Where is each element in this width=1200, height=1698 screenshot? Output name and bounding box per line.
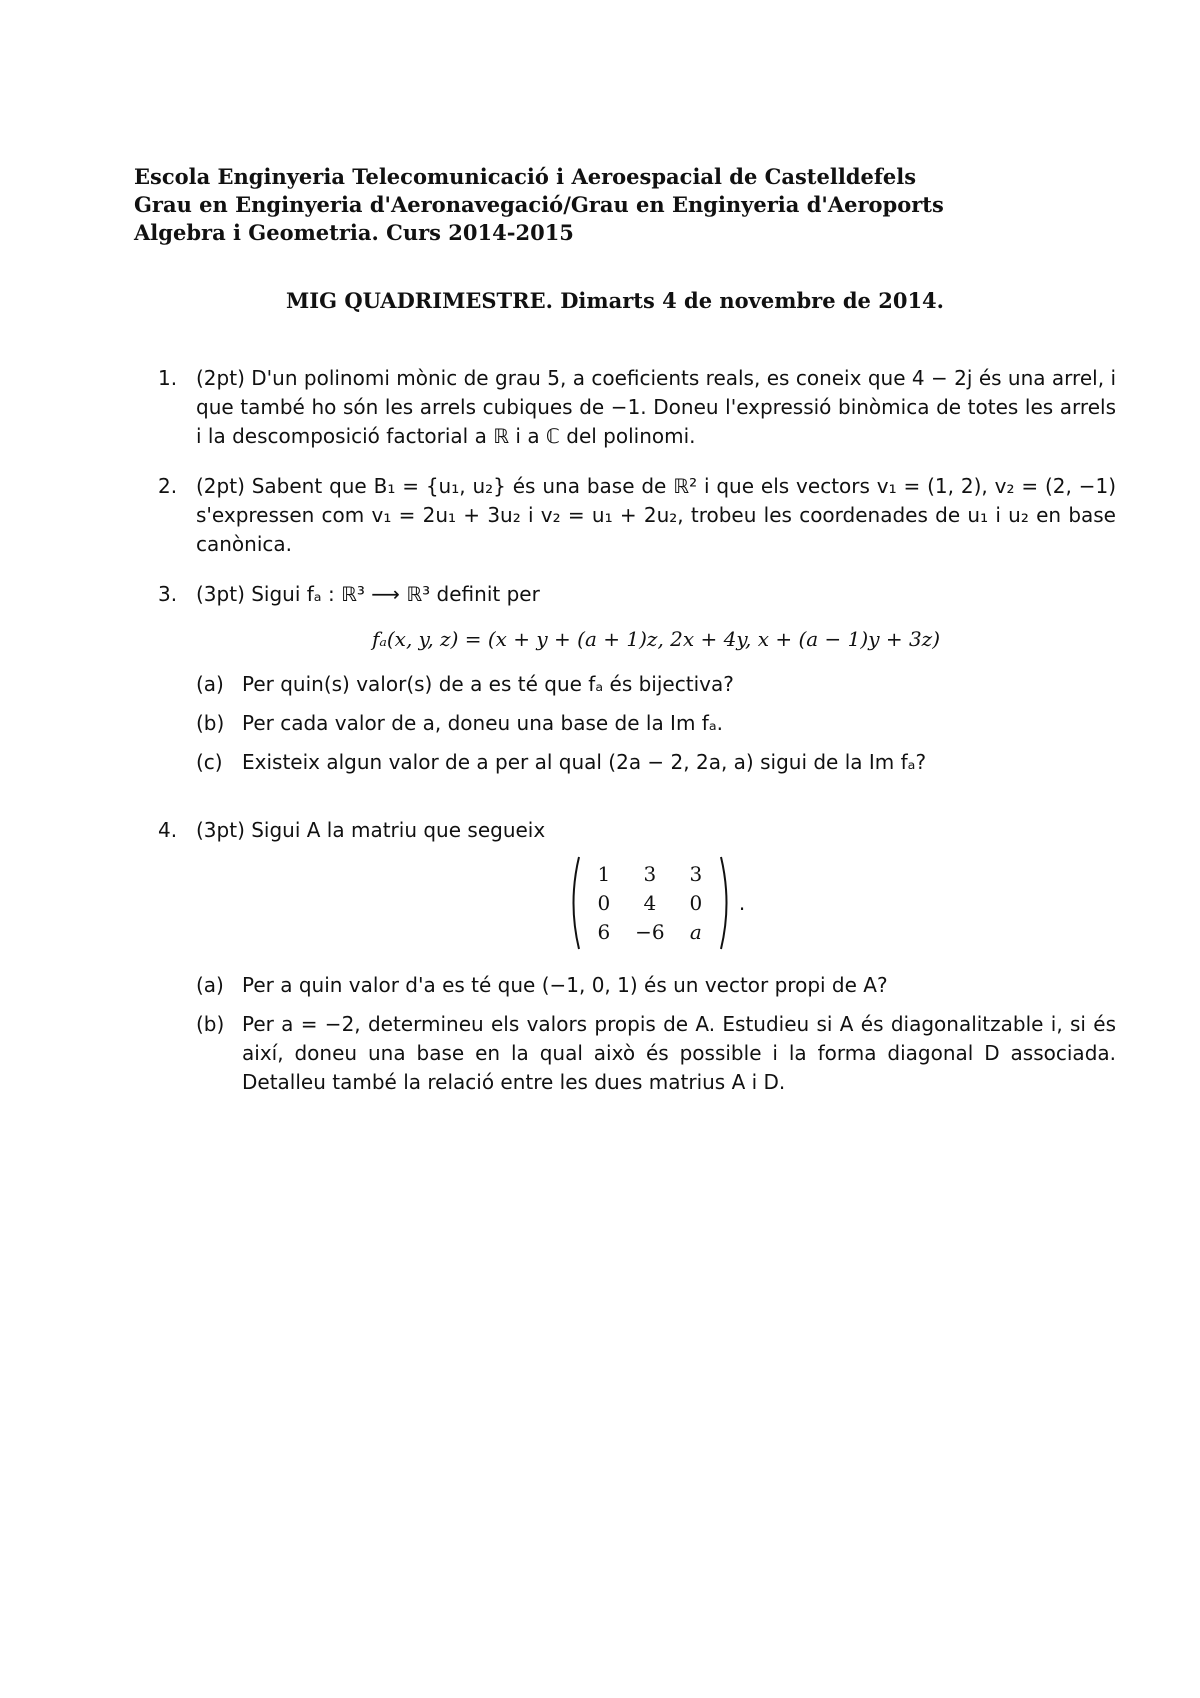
part-label: (a) (196, 672, 224, 696)
question-1 (158, 364, 1118, 451)
header-course: Algebra i Geometria. Curs 2014-2015 (134, 220, 574, 245)
question-4-part-a (196, 971, 1116, 1000)
matrix-cell: 6 (597, 919, 611, 944)
matrix-period: . (738, 890, 746, 915)
matrix-cell: 3 (689, 861, 703, 886)
matrix-cell: 0 (597, 890, 611, 915)
question-number: 2. (158, 474, 178, 498)
question-text: (2pt) D'un polinomi mònic de grau 5, a coeficients reals, es coneix que 4 − 2j és una arrel, i que també ho són les arrels cubiques de −1. Doneu l'expressió binòmica de totes les arrels i la descomposició factorial a ℝ i a ℂ del polinomi. (196, 366, 1116, 448)
matrix-cell: 4 (643, 890, 657, 915)
part-label: (c) (196, 750, 223, 774)
question-3-part-b (196, 709, 1116, 738)
question-text: (2pt) Sabent que B₁ = {u₁, u₂} és una base de ℝ² i que els vectors v₁ = (1, 2), v₂ = (2, −1) s'expressen com v₁ = 2u₁ + 3u₂ i v₂ = u₁ + 2u₂, trobeu les coordenades de u₁ i u₂ en base canònica. (196, 474, 1116, 556)
question-text: (3pt) Sigui fₐ : ℝ³ ⟶ ℝ³ definit per (196, 582, 540, 606)
part-label: (b) (196, 1012, 225, 1036)
question-number: 4. (158, 818, 178, 842)
right-paren (719, 855, 733, 951)
part-text: Per a quin valor d'a es té que (−1, 0, 1) és un vector propi de A? (242, 973, 888, 997)
part-text: Per quin(s) valor(s) de a es té que fₐ és bijectiva? (242, 672, 734, 696)
matrix-cell: 3 (643, 861, 657, 886)
part-text: Per a = −2, determineu els valors propis de A. Estudieu si A és diagonalitzable i, si és així, doneu una base en la qual això és possible i la forma diagonal D associada. Detalleu també la relació entre les dues matrius A i D. (242, 1012, 1116, 1094)
exam-title: MIG QUADRIMESTRE. Dimarts 4 de novembre de 2014. (286, 288, 944, 313)
matrix-cell: a (689, 919, 702, 944)
question-number: 3. (158, 582, 178, 606)
question-number: 1. (158, 366, 178, 390)
question-3 (158, 580, 1118, 777)
function-equation: fₐ(x, y, z) = (x + y + (a + 1)z, 2x + 4y, x + (a − 1)y + 3z) (371, 627, 941, 651)
question-4-part-b (196, 1010, 1116, 1097)
question-text: (3pt) Sigui A la matriu que segueix (196, 818, 546, 842)
matrix-cell: −6 (635, 919, 665, 944)
part-text: Existeix algun valor de a per al qual (2a − 2, 2a, a) sigui de la Im fₐ? (242, 750, 927, 774)
left-paren (567, 855, 581, 951)
matrix-A (196, 855, 1116, 951)
header-school: Escola Enginyeria Telecomunicació i Aeroespacial de Castelldefels (134, 164, 917, 189)
matrix-cell: 1 (597, 861, 611, 886)
question-4 (158, 816, 1118, 1097)
header-degree: Grau en Enginyeria d'Aeronavegació/Grau en Enginyeria d'Aeroports (134, 192, 944, 217)
matrix-entries (581, 860, 719, 947)
question-3-part-a (196, 670, 1116, 699)
part-label: (b) (196, 711, 225, 735)
part-label: (a) (196, 973, 224, 997)
matrix-cell: 0 (689, 890, 703, 915)
document-header (134, 163, 1094, 247)
question-2 (158, 472, 1118, 559)
question-3-part-c (196, 748, 1116, 777)
part-text: Per cada valor de a, doneu una base de la Im fₐ. (242, 711, 724, 735)
